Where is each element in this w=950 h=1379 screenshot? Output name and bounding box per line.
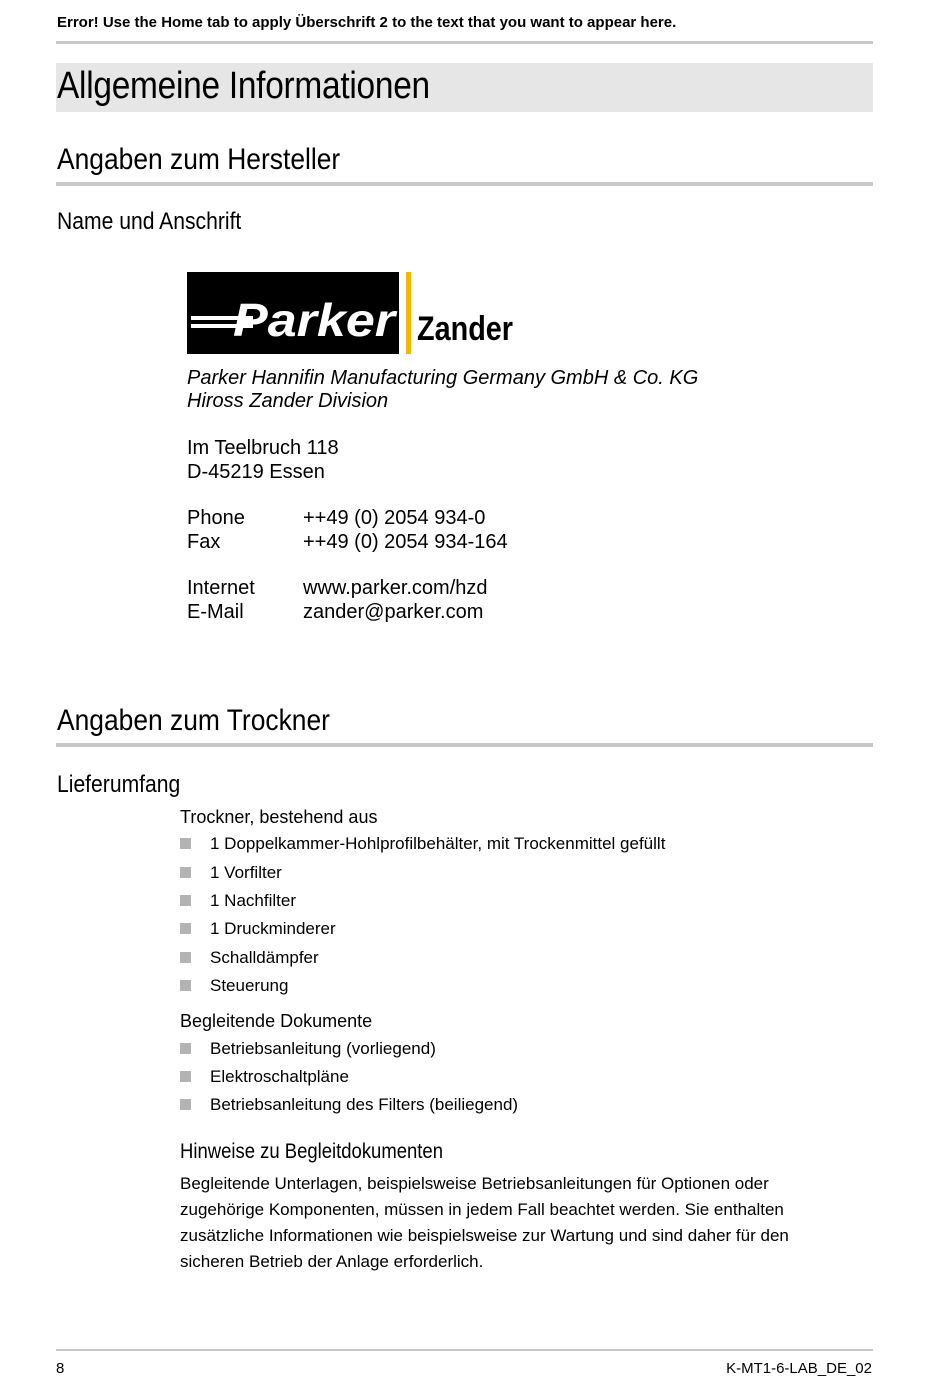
email-label: E-Mail (187, 601, 244, 623)
footer-rule (56, 1349, 873, 1351)
page-title: Allgemeine Informationen (57, 65, 430, 107)
internet-value: www.parker.com/hzd (303, 577, 488, 599)
bullet-icon (180, 1071, 191, 1082)
company-line-2: Hiross Zander Division (187, 390, 389, 412)
list-item: 1 Druckminderer (180, 918, 336, 940)
internet-label: Internet (187, 577, 255, 599)
list-item: Elektroschaltpläne (180, 1066, 349, 1088)
fax-value: ++49 (0) 2054 934-164 (303, 531, 508, 553)
street: Im Teelbruch 118 (187, 437, 339, 459)
list-item: Betriebsanleitung des Filters (beiliegend) (180, 1094, 518, 1116)
bullet-icon (180, 980, 191, 991)
list-item: Schalldämpfer (180, 947, 319, 969)
header-rule (56, 41, 873, 44)
notes-paragraph: Begleitende Unterlagen, beispielsweise Betriebsanleitungen für Optionen oder zugehörige Komponenten, müssen in jedem Fall beachtet werden. Sie enthalten zusätzliche Informationen wie beispielsweise zur Wartung und sind daher für den sicheren Betrieb der Anlage erforderlich. (180, 1174, 789, 1271)
manufacturer-rule (56, 182, 873, 186)
list-item: Steuerung (180, 975, 288, 997)
dryer-rule (56, 743, 873, 747)
notes-heading: Hinweise zu Begleitdokumenten (180, 1140, 443, 1163)
city: D-45219 Essen (187, 461, 325, 483)
page-number: 8 (56, 1360, 65, 1377)
email-value: zander@parker.com (303, 601, 484, 623)
list-item: 1 Nachfilter (180, 890, 296, 912)
manufacturer-heading: Angaben zum Hersteller (57, 143, 341, 176)
scope-subheading: Lieferumfang (57, 771, 181, 798)
list-item: Betriebsanleitung (vorliegend) (180, 1038, 436, 1060)
dryer-heading: Angaben zum Trockner (57, 704, 330, 737)
bullet-icon (180, 923, 191, 934)
logo-brand: Parker (233, 294, 398, 346)
bullet-icon (180, 838, 191, 849)
logo-accent-bar (406, 272, 411, 354)
bullet-icon (180, 895, 191, 906)
bullet-icon (180, 1043, 191, 1054)
parker-zander-logo (187, 272, 517, 356)
bullet-icon (180, 867, 191, 878)
list-item: 1 Doppelkammer-Hohlprofilbehälter, mit Trockenmittel gefüllt (180, 833, 665, 855)
phone-label: Phone (187, 507, 245, 529)
fax-label: Fax (187, 531, 221, 553)
list-item: 1 Vorfilter (180, 862, 282, 884)
docs-title: Begleitende Dokumente (180, 1011, 373, 1031)
logo-division: Zander (417, 310, 513, 348)
bullet-icon (180, 952, 191, 963)
name-address-subheading: Name und Anschrift (57, 208, 242, 235)
running-header-error: Error! Use the Home tab to apply Überschrift 2 to the text that you want to appear here. (57, 14, 677, 31)
bullet-icon (180, 1099, 191, 1110)
company-line-1: Parker Hannifin Manufacturing Germany GmbH & Co. KG (187, 367, 699, 389)
phone-value: ++49 (0) 2054 934-0 (303, 507, 486, 529)
doc-code: K-MT1-6-LAB_DE_02 (726, 1360, 872, 1377)
scope-title: Trockner, bestehend aus (180, 807, 378, 827)
